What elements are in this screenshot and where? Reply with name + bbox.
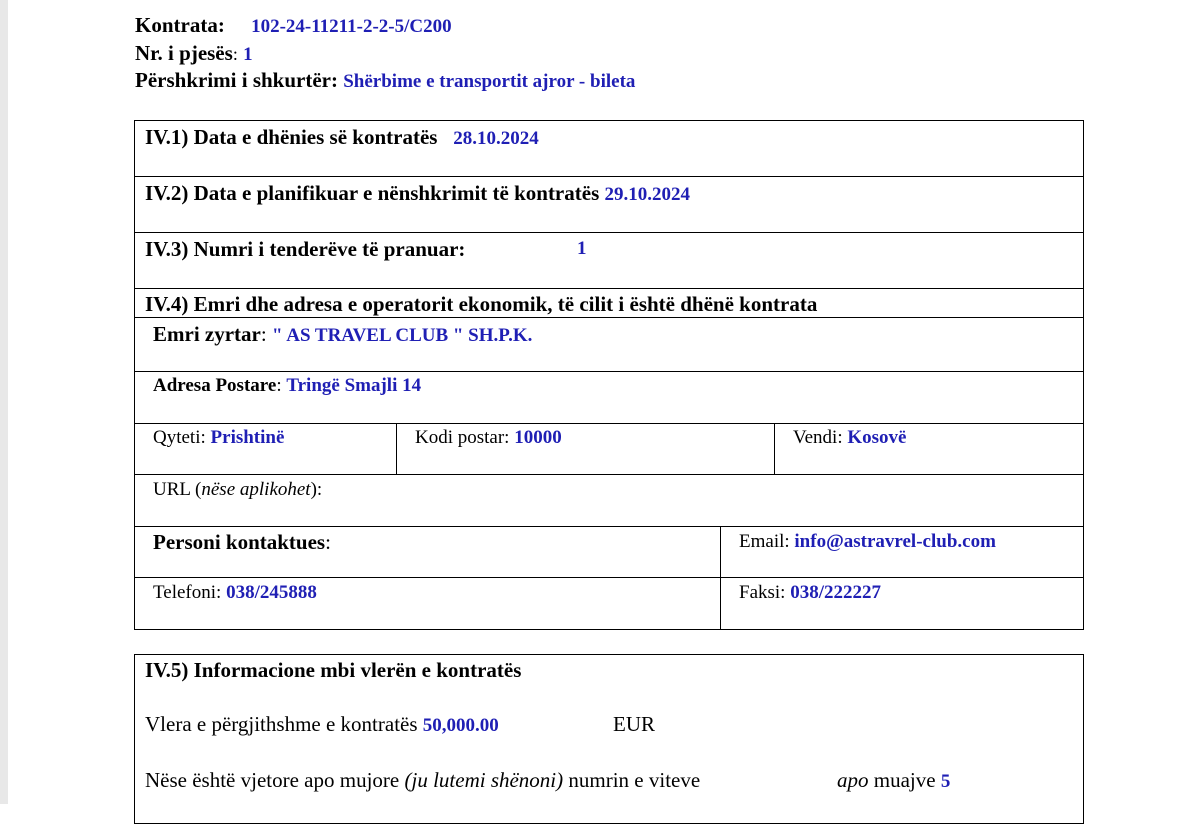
iv5-heading: IV.5) Informacione mbi vlerën e kontratës — [145, 658, 522, 682]
months-cell: apo muajve 5 — [837, 768, 951, 792]
contact-person-cell: Personi kontaktues: — [153, 530, 331, 554]
operator-name: " AS TRAVEL CLUB " SH.P.K. — [271, 325, 533, 346]
tenders-count: 1 — [577, 238, 587, 259]
city-value: Prishtinë — [210, 427, 285, 448]
total-value-row: Vlera e përgjithshme e kontratës 50,000.00 — [145, 712, 499, 736]
document-page — [8, 0, 1194, 804]
part-line: Nr. i pjesës: 1 — [135, 41, 253, 65]
award-date: 28.10.2024 — [453, 128, 539, 149]
short-description-label: Përshkrimi i shkurtër: — [135, 68, 338, 92]
country-value: Kosovë — [847, 427, 907, 448]
city-cell: Qyteti: Prishtinë — [153, 427, 285, 448]
iv4-heading: IV.4) Emri dhe adresa e operatorit ekonomik, të cilit i është dhënë kontrata — [145, 292, 818, 316]
postal-address-row: Adresa Postare: Tringë Smajli 14 — [153, 375, 422, 396]
fax-value: 038/222227 — [790, 582, 881, 603]
signing-date: 29.10.2024 — [604, 184, 690, 205]
phone-cell: Telefoni: 038/245888 — [153, 582, 317, 603]
email-cell: Email: info@astravrel-club.com — [739, 531, 996, 552]
official-name-row: Emri zyrtar: " AS TRAVEL CLUB " SH.P.K. — [153, 322, 533, 346]
contract-line — [135, 12, 452, 40]
short-description-value: Shërbime e transportit ajror - bileta — [343, 71, 636, 92]
part-label: Nr. i pjesës — [135, 41, 233, 65]
window-left-edge — [0, 0, 8, 804]
iv2-row — [145, 181, 690, 207]
total-value: 50,000.00 — [422, 715, 499, 736]
postal-code-cell: Kodi postar: 10000 — [415, 427, 562, 448]
contract-number: 102-24-11211-2-2-5/C200 — [251, 16, 452, 37]
duration-row: Nëse është vjetore apo mujore (ju lutemi shënoni) numrin e viteve — [145, 768, 701, 792]
currency: EUR — [613, 712, 655, 736]
part-number: 1 — [243, 44, 253, 65]
iv1-label: IV.1) Data e dhënies së kontratës — [145, 125, 438, 149]
country-cell: Vendi: Kosovë — [793, 427, 907, 448]
postal-address: Tringë Smajli 14 — [286, 375, 422, 396]
iv3-row — [145, 237, 465, 261]
contract-label: Kontrata: — [135, 13, 225, 37]
months-value: 5 — [940, 771, 951, 792]
phone-value: 038/245888 — [226, 582, 317, 603]
iv1-row — [145, 125, 539, 151]
email-value: info@astravrel-club.com — [794, 531, 996, 552]
iv2-label: IV.2) Data e planifikuar e nënshkrimit të kontratës — [145, 181, 600, 205]
postal-code-value: 10000 — [514, 427, 562, 448]
fax-cell: Faksi: 038/222227 — [739, 582, 881, 603]
iv3-label: IV.3) Numri i tenderëve të pranuar: — [145, 237, 466, 261]
short-description-line — [135, 67, 635, 95]
url-row: URL (nëse aplikohet): — [153, 479, 323, 500]
